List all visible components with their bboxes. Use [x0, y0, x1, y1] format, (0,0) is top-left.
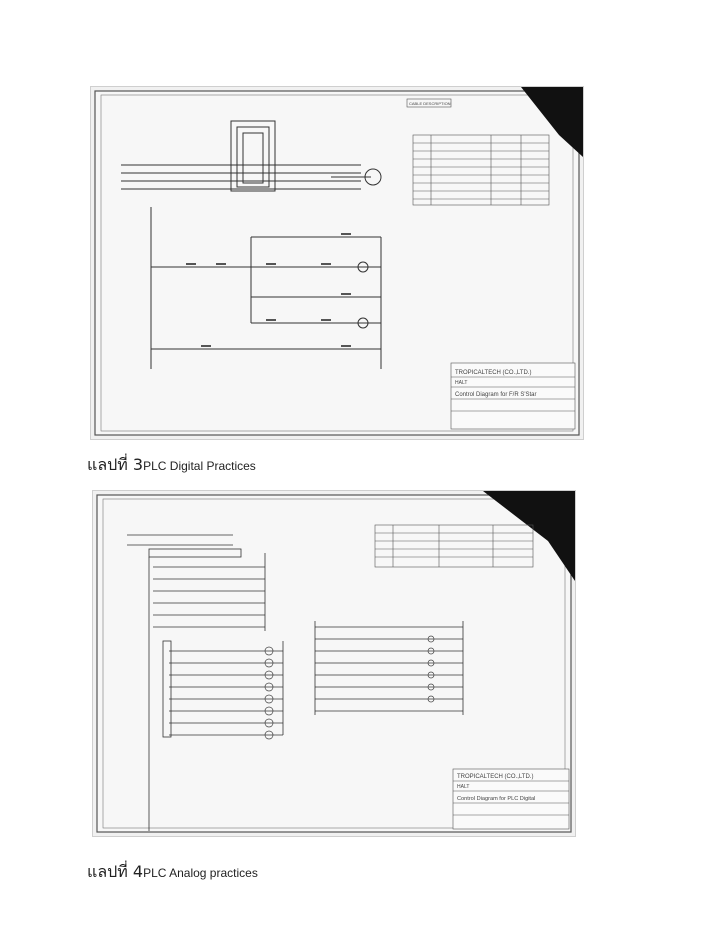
lab3-title-project: HALT: [455, 380, 468, 386]
lab4-caption: [87, 860, 258, 885]
lab4-caption-prefix: แลปที่ 4: [87, 862, 144, 881]
lab3-wiring-drawing: [91, 87, 583, 439]
lab3-diagram-scan: [90, 86, 584, 440]
lab3-title-company: TROPICALTECH (CO.,LTD.): [455, 370, 532, 376]
lab4-title-drawing: Control Diagram for PLC Digital: [457, 796, 536, 802]
lab3-caption-prefix: แลปที่ 3: [87, 455, 144, 474]
lab4-wiring-drawing: [93, 491, 575, 836]
lab4-caption-text: PLC Analog practices: [143, 866, 258, 880]
lab3-title-drawing: Control Diagram for F/R S'Star: [455, 392, 537, 398]
lab3-caption: [87, 453, 256, 478]
lab4-diagram-scan: [92, 490, 576, 837]
lab4-title-project: HALT: [457, 784, 470, 790]
lab3-caption-text: PLC Digital Practices: [143, 459, 256, 473]
svg-text:CABLE DESCRIPTION: CABLE DESCRIPTION: [409, 101, 451, 106]
lab4-title-company: TROPICALTECH (CO.,LTD.): [457, 774, 534, 780]
